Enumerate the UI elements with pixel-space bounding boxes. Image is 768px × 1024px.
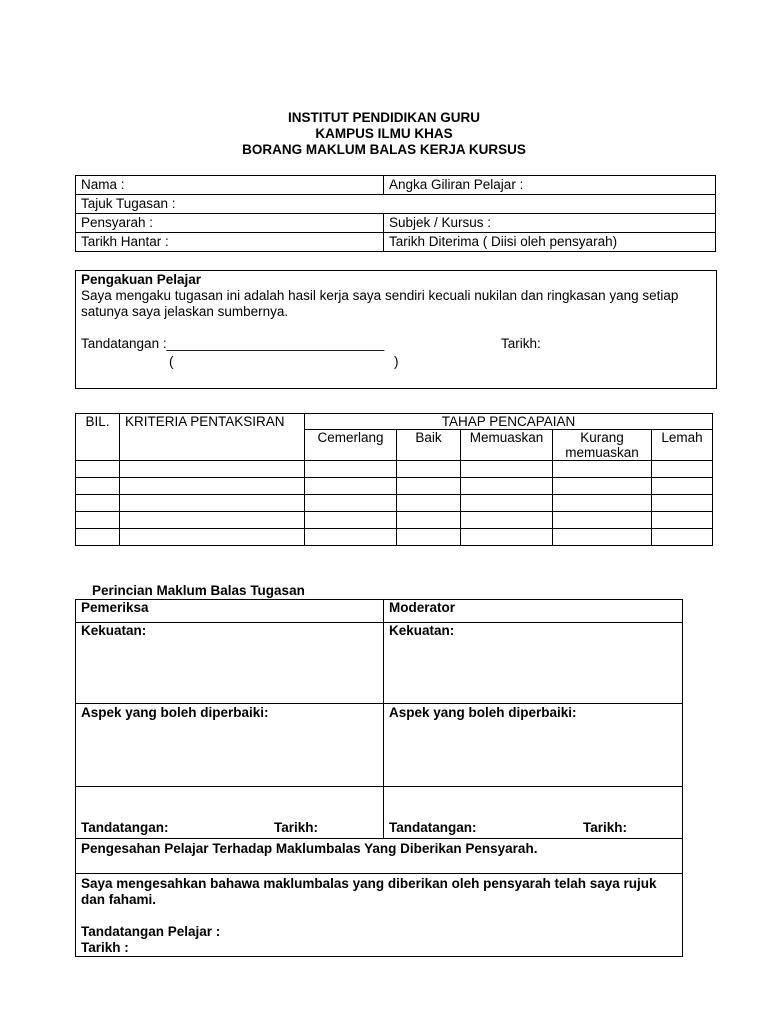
tahap-header: TAHAP PENCAPAIAN <box>305 414 713 430</box>
tarikh-hantar-field[interactable]: Tarikh Hantar : <box>76 233 384 252</box>
declaration-signature[interactable]: Tandatangan :_____________________________ <box>81 336 385 351</box>
moderator-kekuatan[interactable]: Kekuatan: <box>384 623 683 704</box>
tarikh-pelajar: Tarikh : <box>81 940 129 955</box>
student-info-table <box>75 175 716 252</box>
bil-header: BIL. <box>76 414 120 461</box>
declaration-date[interactable]: Tarikh: <box>501 336 541 351</box>
pengesahan-header: Pengesahan Pelajar Terhadap Maklumbalas Yang Diberikan Pensyarah. <box>76 839 683 874</box>
pemeriksa-kekuatan[interactable]: Kekuatan: <box>76 623 384 704</box>
table-row <box>76 461 713 478</box>
moderator-header: Moderator <box>384 600 683 623</box>
table-row <box>76 478 713 495</box>
level-kurang-memuaskan: Kurang memuaskan <box>553 430 652 461</box>
pemeriksa-signature-cell[interactable] <box>76 787 384 839</box>
tajuk-tugasan-field[interactable]: Tajuk Tugasan : <box>76 195 716 214</box>
moderator-tarikh: Tarikh: <box>582 820 627 835</box>
institute-title: INSTITUT PENDIDIKAN GURU <box>288 110 480 125</box>
declaration-title: Pengakuan Pelajar <box>81 272 202 287</box>
feedback-section-title: Perincian Maklum Balas Tugasan <box>92 583 305 598</box>
campus-title: KAMPUS ILMU KHAS <box>315 126 453 141</box>
pengesahan-text: Saya mengesahkan bahawa maklumbalas yang diberikan oleh pensyarah telah saya rujuk dan fahami. <box>81 876 657 907</box>
pemeriksa-header: Pemeriksa <box>76 600 384 623</box>
moderator-tandatangan: Tandatangan: <box>389 820 477 835</box>
pensyarah-field[interactable]: Pensyarah : <box>76 214 384 233</box>
pengesahan-cell[interactable] <box>76 874 683 957</box>
feedback-table <box>75 599 683 957</box>
level-cemerlang: Cemerlang <box>305 430 397 461</box>
moderator-aspek[interactable]: Aspek yang boleh diperbaiki: <box>384 704 683 787</box>
declaration-text: Saya mengaku tugasan ini adalah hasil kerja saya sendiri kecuali nukilan dan ringkasan yang setiap satunya saya jelaskan sumbernya. <box>81 288 679 319</box>
pemeriksa-tarikh: Tarikh: <box>273 820 318 835</box>
form-header <box>0 110 768 158</box>
declaration-box <box>75 270 717 389</box>
subjek-kursus-field[interactable]: Subjek / Kursus : <box>384 214 716 233</box>
angka-giliran-field[interactable]: Angka Giliran Pelajar : <box>384 176 716 195</box>
tandatangan-pelajar: Tandatangan Pelajar : <box>81 924 221 939</box>
level-lemah: Lemah <box>652 430 713 461</box>
tarikh-diterima-field[interactable]: Tarikh Diterima ( Diisi oleh pensyarah) <box>384 233 716 252</box>
table-row <box>76 512 713 529</box>
nama-field[interactable]: Nama : <box>76 176 384 195</box>
moderator-signature-cell[interactable] <box>384 787 683 839</box>
pemeriksa-tandatangan: Tandatangan: <box>81 820 169 835</box>
level-baik: Baik <box>397 430 461 461</box>
assessment-table <box>75 413 713 546</box>
kriteria-header: KRITERIA PENTAKSIRAN <box>120 414 305 461</box>
pemeriksa-aspek[interactable]: Aspek yang boleh diperbaiki: <box>76 704 384 787</box>
paren-open: ( <box>169 354 174 369</box>
table-row <box>76 495 713 512</box>
paren-close: ) <box>394 354 399 369</box>
form-title: BORANG MAKLUM BALAS KERJA KURSUS <box>242 142 526 157</box>
table-row <box>76 529 713 546</box>
level-memuaskan: Memuaskan <box>461 430 553 461</box>
